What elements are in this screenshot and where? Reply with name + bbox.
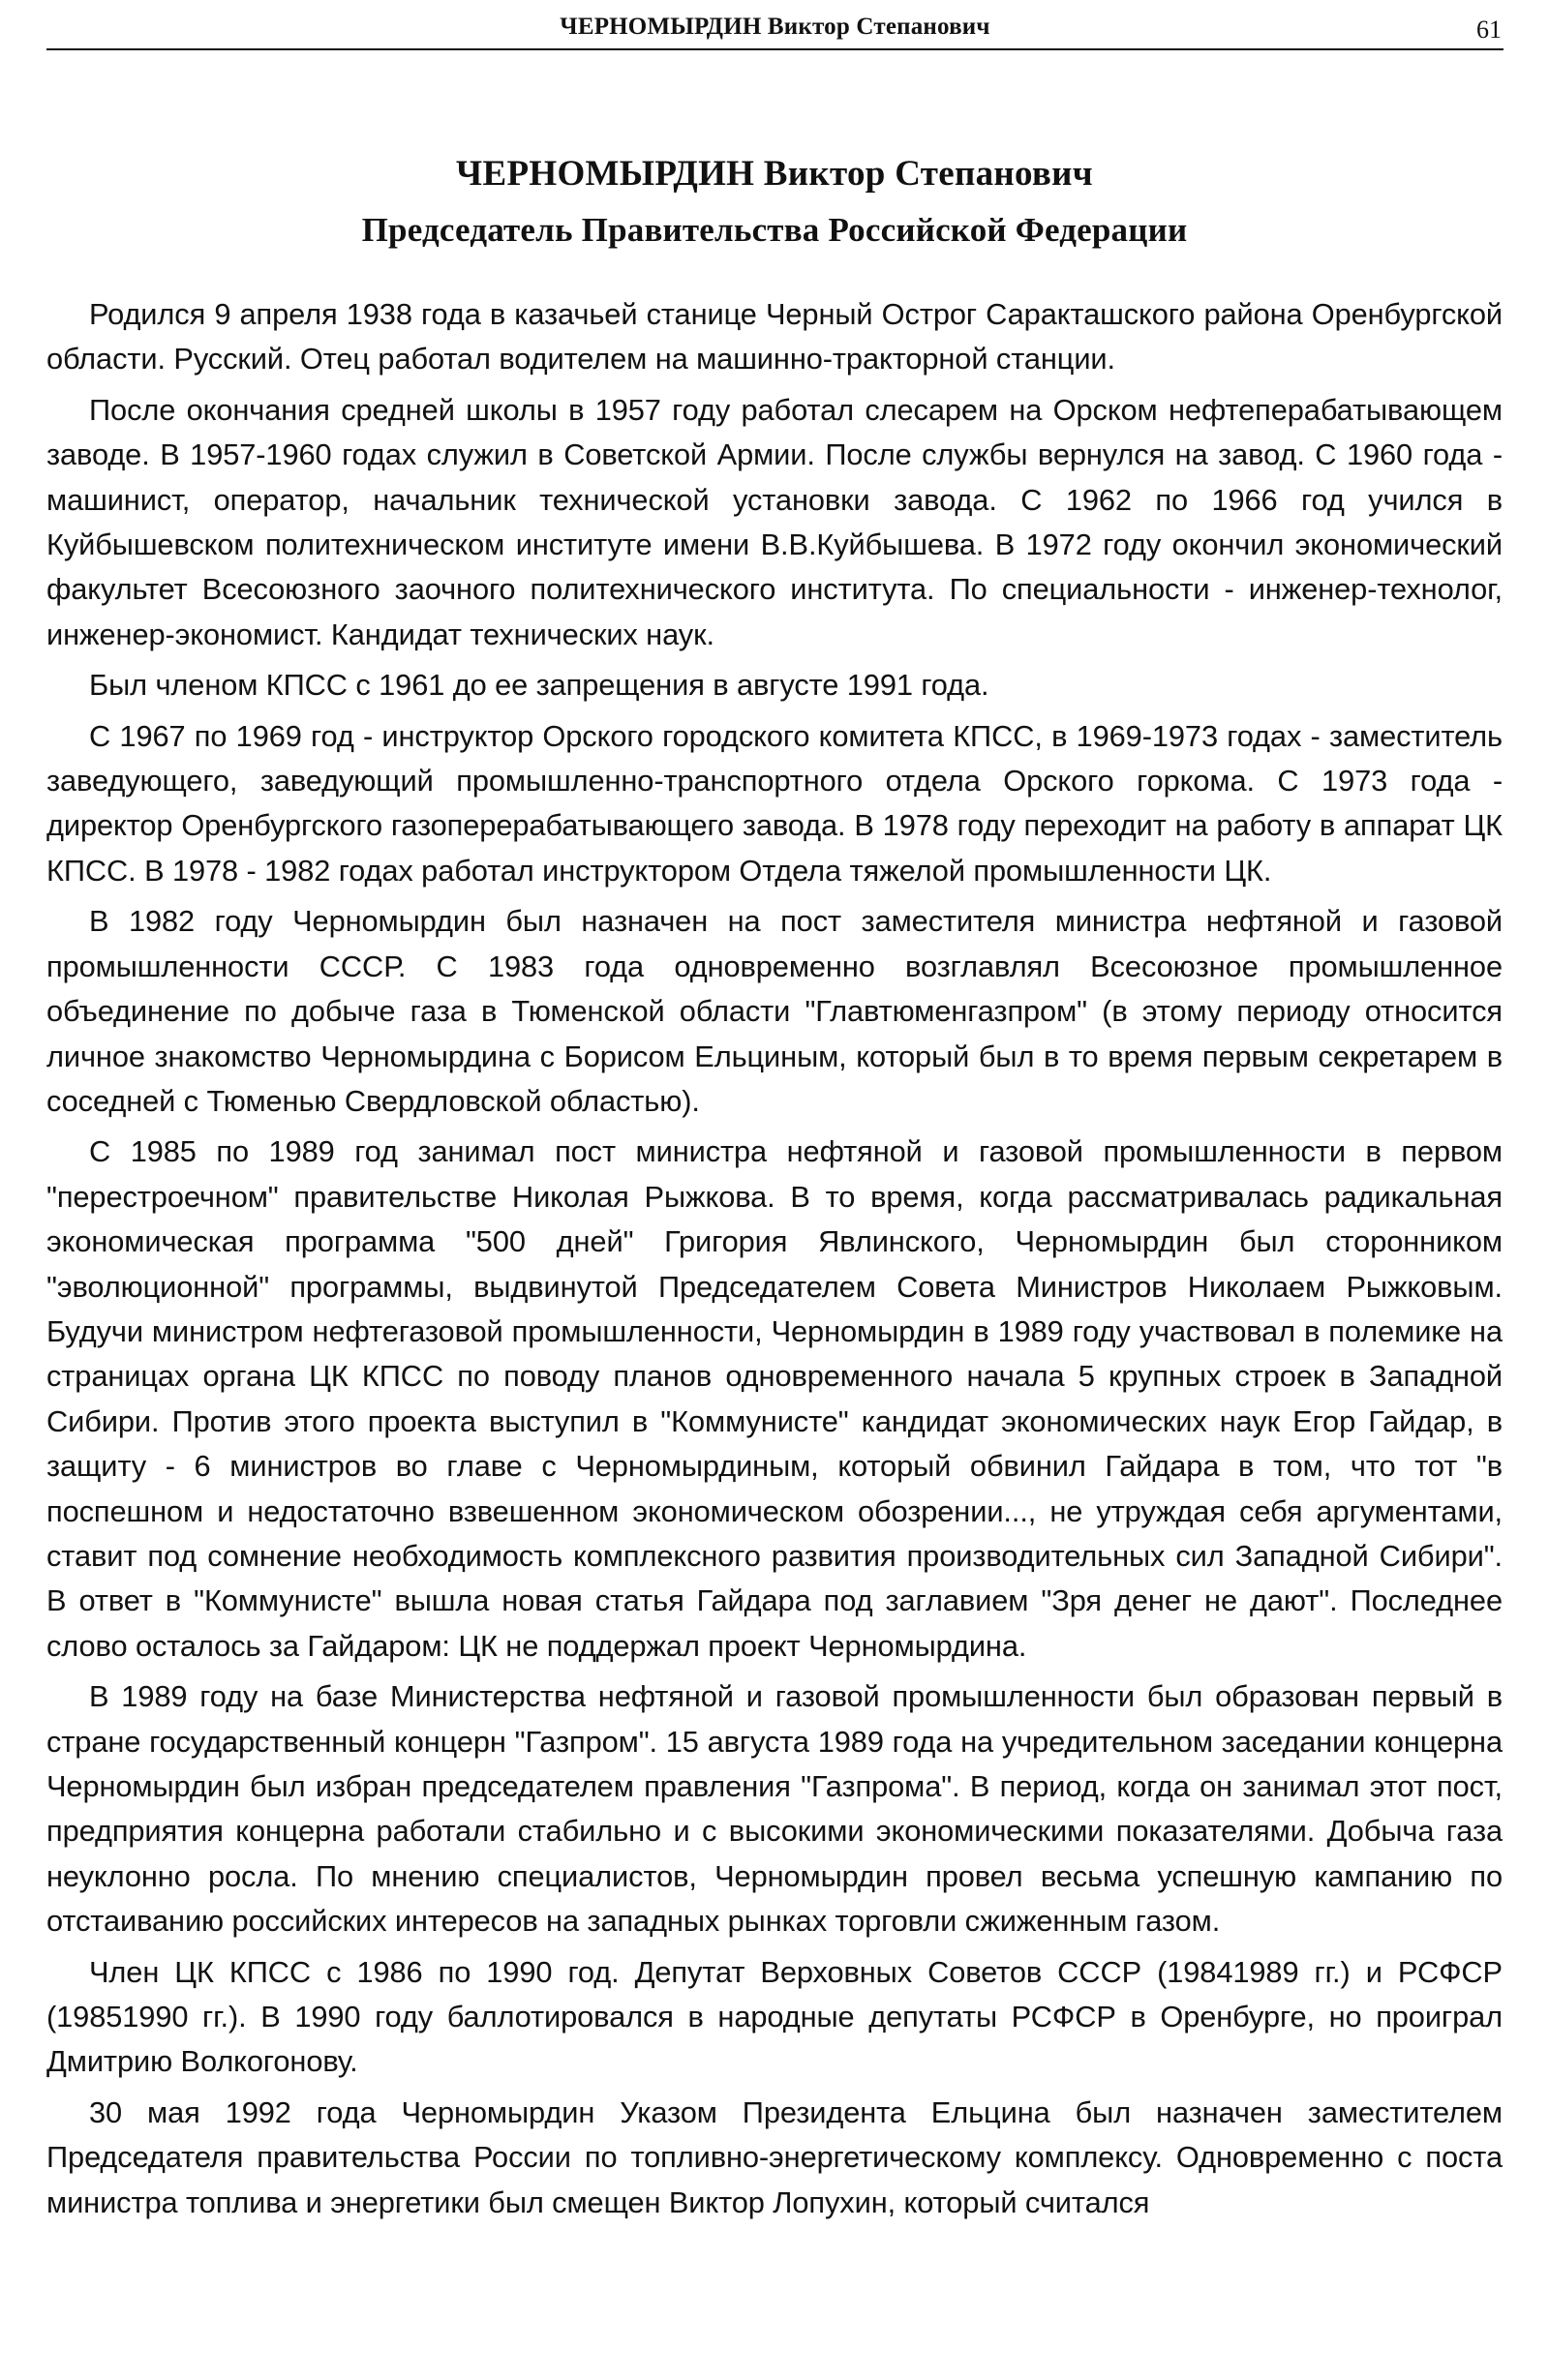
paragraph: Родился 9 апреля 1938 года в казачьей станице Черный Острог Саракташского района Оренбургской области. Русский. Отец работал водителем на машинно-тракторной станции. [46, 297, 1503, 377]
paragraph: С 1967 по 1969 год - инструктор Орского городского комитета КПСС, в 1969-1973 годах - заместитель заведующего, заведующий промышленно-транспортного отдела Орского горкома. С 1973 года - директор Оренбургского газоперерабатывающего завода. В 1978 году переходит на работу в аппарат ЦК КПСС. В 1978 - 1982 годах работал инструктором Отдела тяжелой промышленности ЦК. [46, 718, 1503, 888]
article-subtitle: Председатель Правительства Российской Федерации [361, 211, 1188, 249]
article-body [46, 292, 1503, 2231]
article-title: ЧЕРНОМЫРДИН Виктор Степанович [456, 154, 1093, 194]
running-title: ЧЕРНОМЫРДИН Виктор Степанович [560, 14, 990, 40]
paragraph: В 1982 году Черномырдин был назначен на пост заместителя министра нефтяной и газовой промышленности СССР. С 1983 года одновременно возглавлял Всесоюзное промышленное объединение по добыче газа в Тюменской области "Главтюменгазпром" (в этому периоду относится личное знакомство Черномырдина с Борисом Ельциным, который был в то время первым секретарем в соседней с Тюменью Свердловской областью). [46, 904, 1503, 1118]
paragraph: В 1989 году на базе Министерства нефтяной и газовой промышленности был образован первый в стране государственный концерн "Газпром". 15 августа 1989 года на учредительном заседании концерна Черномырдин был избран председателем правления "Газпрома". В период, когда он занимал этот пост, предприятия концерна работали стабильно и с высокими экономическими показателями. Добыча газа неуклонно росла. По мнению специалистов, Черномырдин провел весьма успешную кампанию по отстаиванию российских интересов на западных рынках торговли сжиженным газом. [46, 1679, 1503, 1939]
paragraph: После окончания средней школы в 1957 году работал слесарем на Орском нефтеперабатывающем заводе. В 1957-1960 годах служил в Советской Армии. После службы вернулся на завод. С 1960 года - машинист, оператор, начальник технической установки завода. С 1962 по 1966 год учился в Куйбышевском политехническом институте имени В.В.Куйбышева. В 1972 году окончил экономический факультет Всесоюзного заочного политехнического института. По специальности - инженер-технолог, инженер-экономист. Кандидат технических наук. [46, 392, 1503, 651]
paragraph: 30 мая 1992 года Черномырдин Указом Президента Ельцина был назначен заместителем Председателя правительства России по топливно-энергетическому комплексу. Одновременно с поста министра топлива и энергетики был смещен Виктор Лопухин, который считался [46, 2094, 1503, 2219]
paragraph: Член ЦК КПСС с 1986 по 1990 год. Депутат Верховных Советов СССР (19841989 гг.) и РСФСР (19851990 гг.). В 1990 году баллотировался в народные депутаты РСФСР в Оренбурге, но проиграл Дмитрию Волкогонову. [46, 1954, 1503, 2079]
paragraph: Был членом КПСС с 1961 до ее запрещения в августе 1991 года. [89, 668, 989, 703]
page-number: 61 [1476, 15, 1502, 44]
paragraph: С 1985 по 1989 год занимал пост министра нефтяной и газовой промышленности в первом "перестроечном" правительстве Николая Рыжкова. В то время, когда рассматривалась радикальная экономическая программа "500 дней" Григория Явлинского, Черномырдин был сторонником "эволюционной" программы, выдвинутой Председателем Совета Министров Николаем Рыжковым. Будучи министром нефтегазовой промышленности, Черномырдин в 1989 году участвовал в полемике на страницах органа ЦК КПСС по поводу планов одновременного начала 5 крупных строек в Западной Сибири. Против этого проекта выступил в "Коммунисте" кандидат экономических наук Егор Гайдар, в защиту - 6 министров во главе с Черномырдиным, который обвинил Гайдара в том, что тот "в поспешном и недостаточно взвешенном экономическом обозрении..., не утруждая себя аргументами, ставит под сомнение необходимость комплексного развития производительных сил Западной Сибири". В ответ в "Коммунисте" вышла новая статья Гайдара под заглавием "Зря денег не дают". Последнее слово осталось за Гайдаром: ЦК не поддержал проект Черномырдина. [46, 1134, 1503, 1663]
running-header [46, 6, 1503, 50]
